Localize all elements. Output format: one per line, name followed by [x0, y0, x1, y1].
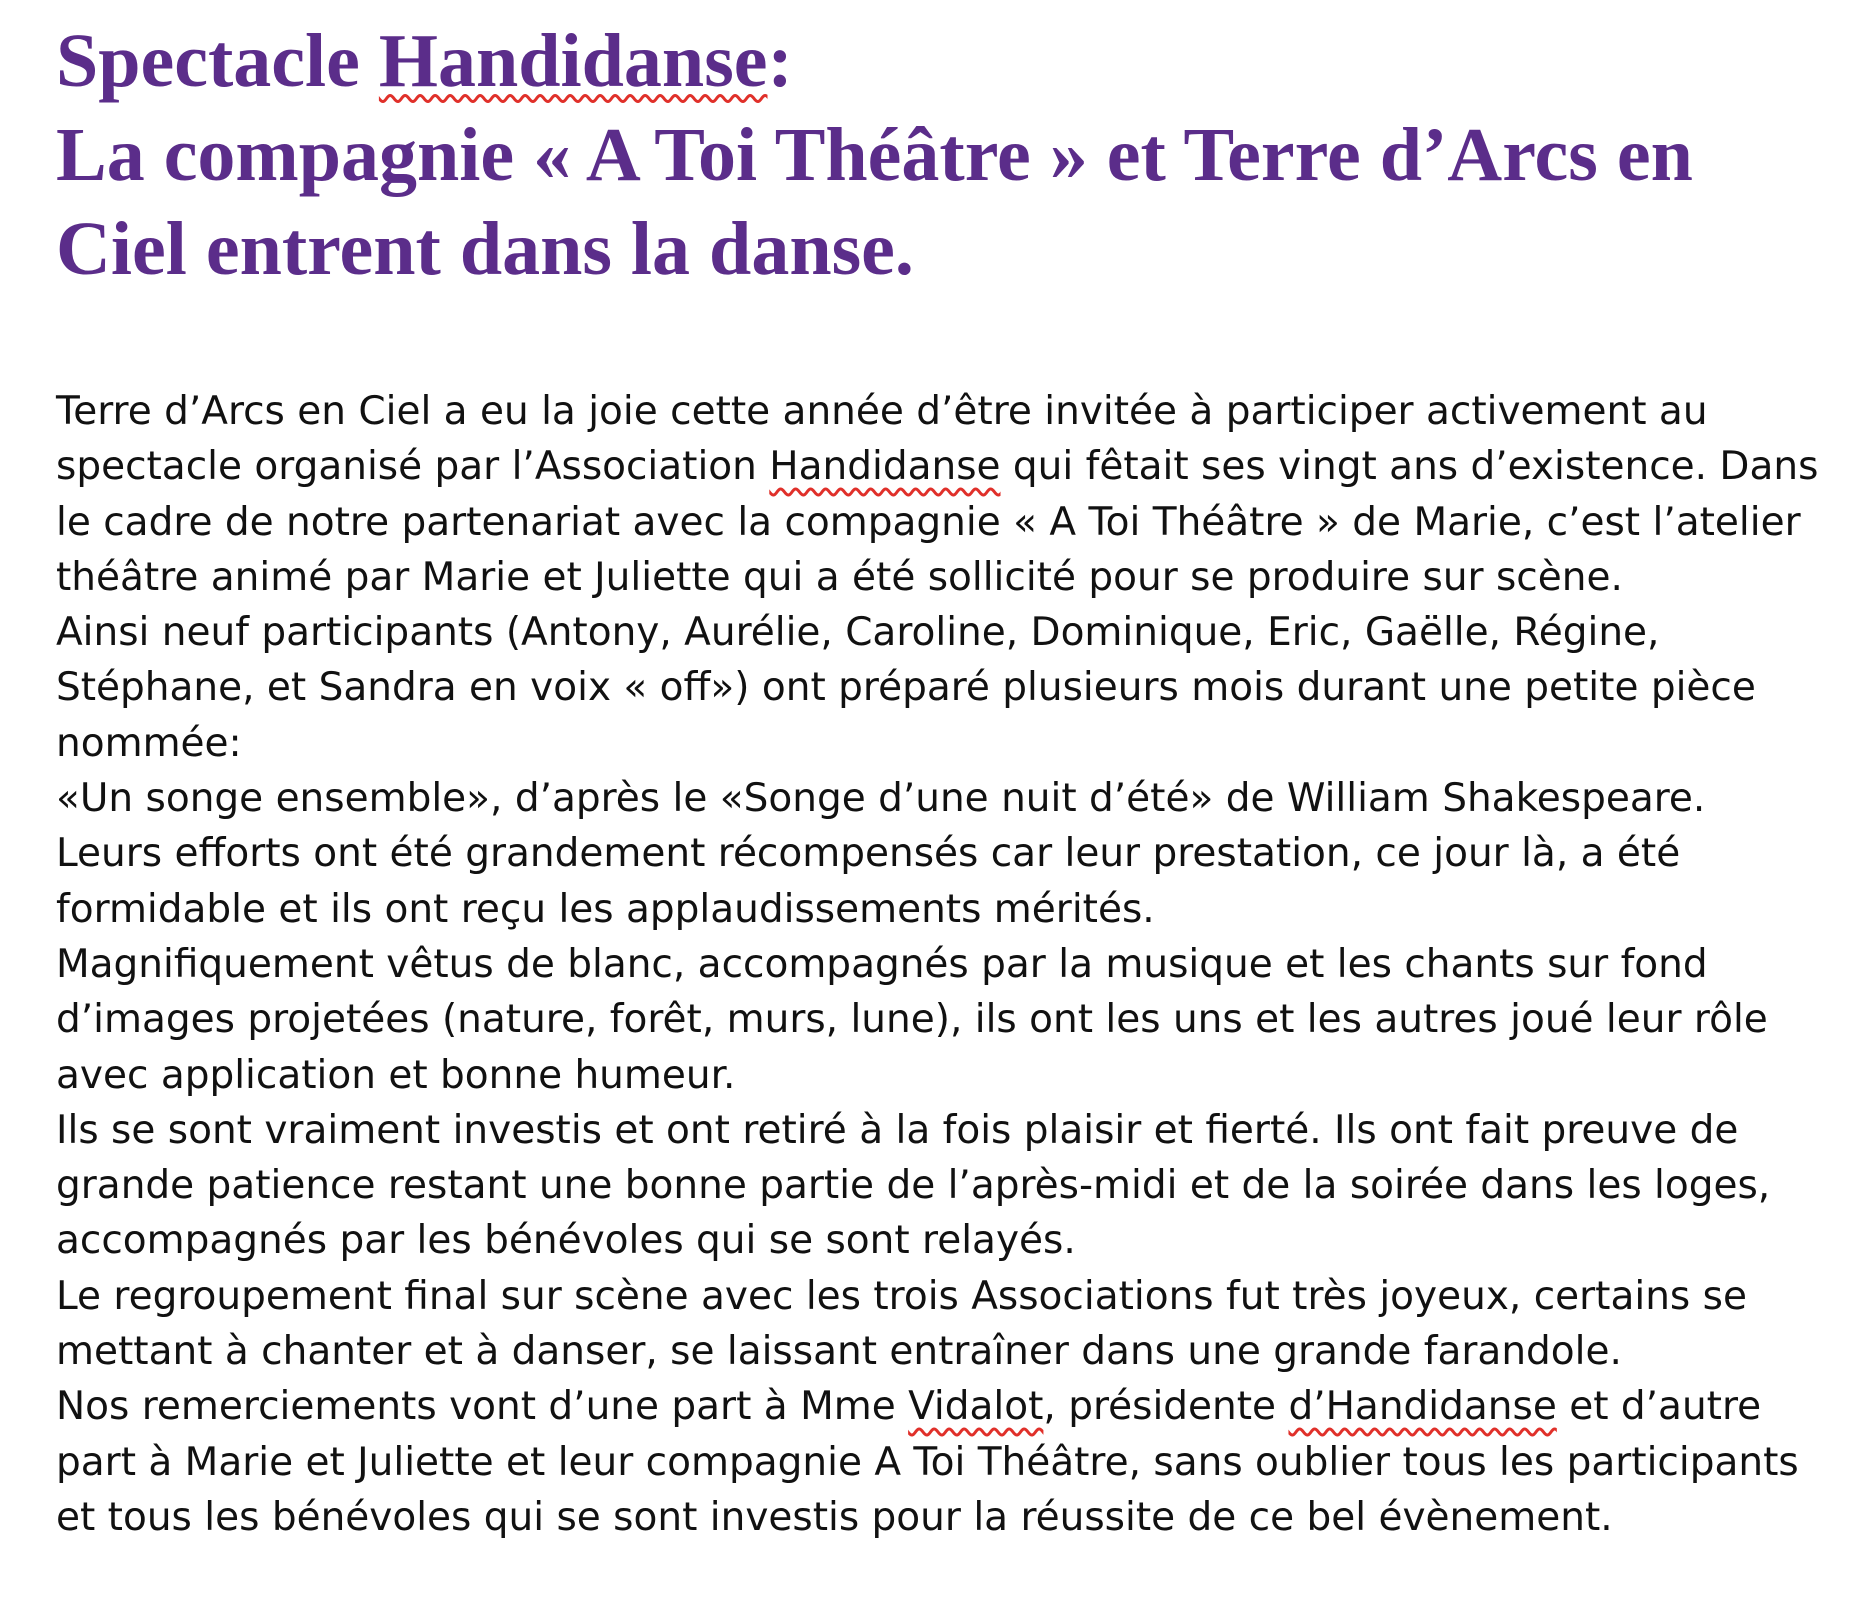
- title-text: :: [767, 19, 793, 103]
- body-line: avec application et bonne humeur.: [56, 1052, 736, 1098]
- title-text: Spectacle: [56, 19, 379, 103]
- misspelled-word[interactable]: Vidalot: [908, 1384, 1044, 1430]
- body-line: Ainsi neuf participants (Antony, Aurélie, Caroline, Dominique, Eric, Gaëlle, Régine,: [56, 610, 1660, 656]
- body-line: et tous les bénévoles qui se sont investis pour la réussite de ce bel évènement.: [56, 1494, 1613, 1540]
- body-line: Stéphane, et Sandra en voix « off») ont préparé plusieurs mois durant une petite pièce: [56, 665, 1756, 711]
- body-line: accompagnés par les bénévoles qui se sont relayés.: [56, 1218, 1076, 1264]
- document-page: [56, 14, 1846, 1545]
- body-text: Nos remerciements vont d’une part à Mme: [56, 1384, 909, 1430]
- body-line: Leurs efforts ont été grandement récompensés car leur prestation, ce jour là, a été: [56, 831, 1681, 877]
- misspelled-word[interactable]: Handidanse: [769, 444, 1001, 490]
- body-line: Terre d’Arcs en Ciel a eu la joie cette année d’être invitée à participer activement au: [56, 389, 1708, 434]
- body-line: mettant à chanter et à danser, se laissant entraîner dans une grande farandole.: [56, 1329, 1622, 1375]
- body-line: [56, 439, 1846, 494]
- body-text: spectacle organisé par l’Association: [56, 444, 770, 490]
- body-line: nommée:: [56, 720, 242, 766]
- body-line: grande patience restant une bonne partie de l’après-midi et de la soirée dans les loges,: [56, 1163, 1771, 1209]
- body-line: Magnifiquement vêtus de blanc, accompagnés par la musique et les chants sur fond: [56, 941, 1708, 987]
- body-text: et d’autre: [1556, 1384, 1762, 1430]
- body-line: d’images projetées (nature, forêt, murs, lune), ils ont les uns et les autres joué leur rôle: [56, 997, 1768, 1043]
- body-line: [56, 1379, 1846, 1434]
- misspelled-word[interactable]: Handidanse: [378, 19, 768, 103]
- article-body: [56, 384, 1846, 1545]
- misspelled-word[interactable]: d’Handidanse: [1288, 1384, 1557, 1430]
- body-line: Le regroupement final sur scène avec les trois Associations fut très joyeux, certains se: [56, 1273, 1747, 1319]
- body-line: le cadre de notre partenariat avec la compagnie « A Toi Théâtre » de Marie, c’est l’atelier: [56, 499, 1801, 545]
- body-line: «Un songe ensemble», d’après le «Songe d’une nuit d’été» de William Shakespeare.: [56, 776, 1706, 822]
- body-line: Ils se sont vraiment investis et ont retiré à la fois plaisir et fierté. Ils ont fait preuve de: [56, 1107, 1739, 1153]
- body-line: théâtre animé par Marie et Juliette qui a été sollicité pour se produire sur scène.: [56, 554, 1623, 600]
- title-line-2: La compagnie « A Toi Théâtre » et Terre d’Arcs en: [56, 113, 1693, 197]
- body-line: part à Marie et Juliette et leur compagnie A Toi Théâtre, sans oublier tous les participants: [56, 1439, 1799, 1485]
- title-line-3: Ciel entrent dans la danse.: [56, 207, 914, 291]
- article-title: [56, 14, 1846, 296]
- body-line: formidable et ils ont reçu les applaudissements mérités.: [56, 886, 1155, 932]
- title-line-1: [56, 14, 1846, 108]
- body-text: qui fêtait ses vingt ans d’existence. Dans: [1000, 444, 1819, 490]
- body-text: , présidente: [1043, 1384, 1289, 1430]
